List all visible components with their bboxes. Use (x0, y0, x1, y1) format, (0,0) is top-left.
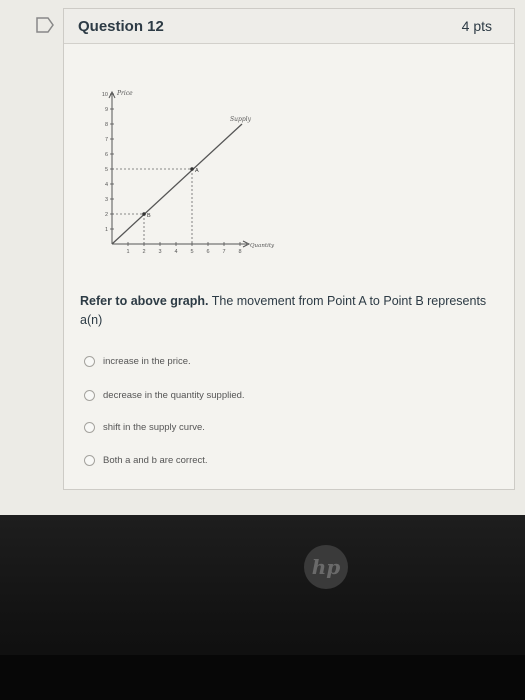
point-b-marker (142, 212, 146, 216)
x-tick-label: 7 (222, 249, 226, 255)
y-axis-label: Price (117, 90, 133, 97)
option-label: increase in the price. (103, 355, 191, 367)
question-text (80, 292, 490, 330)
answer-option-1[interactable] (84, 353, 191, 369)
x-tick-label: 5 (190, 249, 194, 255)
question-points: 4 pts (461, 18, 492, 34)
hp-logo: hp (304, 545, 348, 589)
radio-button[interactable] (84, 455, 95, 466)
y-tick-label: 2 (104, 212, 108, 218)
x-tick-label: 8 (238, 249, 242, 255)
point-a-marker (190, 167, 194, 171)
question-card (63, 8, 515, 490)
answer-option-4[interactable] (84, 452, 208, 468)
supply-label: Supply (230, 116, 251, 123)
x-tick-label: 4 (174, 249, 178, 255)
laptop-bezel-lower (0, 655, 525, 700)
option-label: shift in the supply curve. (103, 421, 205, 433)
y-tick-label: 8 (104, 122, 108, 128)
point-a-label: A (195, 168, 199, 174)
y-tick-label: 1 (104, 227, 108, 233)
y-tick-label: 10 (101, 92, 108, 98)
option-label: Both a and b are correct. (103, 454, 208, 466)
answer-option-2[interactable] (84, 387, 245, 403)
y-tick-label: 4 (104, 182, 108, 188)
y-tick-label: 5 (104, 167, 108, 173)
option-label: decrease in the quantity supplied. (103, 389, 245, 401)
y-tick-label: 9 (104, 107, 108, 113)
point-b-label: B (147, 213, 151, 219)
radio-button[interactable] (84, 422, 95, 433)
x-tick-label: 3 (158, 249, 162, 255)
radio-button[interactable] (84, 356, 95, 367)
answer-option-3[interactable] (84, 419, 205, 435)
x-tick-label: 6 (206, 249, 210, 255)
y-tick-label: 3 (104, 197, 108, 203)
x-axis-label: Quantity (250, 243, 275, 249)
y-tick-label: 6 (104, 152, 108, 158)
supply-graph (92, 39, 292, 259)
question-text-bold: Refer to above graph. (80, 294, 209, 308)
x-tick-label: 1 (126, 249, 130, 255)
y-tick-label: 7 (104, 137, 108, 143)
question-text-rest: The movement from Point A to Point B represents a(n) (80, 294, 487, 327)
flag-icon[interactable] (34, 14, 56, 36)
x-tick-label: 2 (142, 249, 146, 255)
radio-button[interactable] (84, 390, 95, 401)
question-title: Question 12 (78, 18, 164, 35)
supply-curve (112, 124, 242, 244)
